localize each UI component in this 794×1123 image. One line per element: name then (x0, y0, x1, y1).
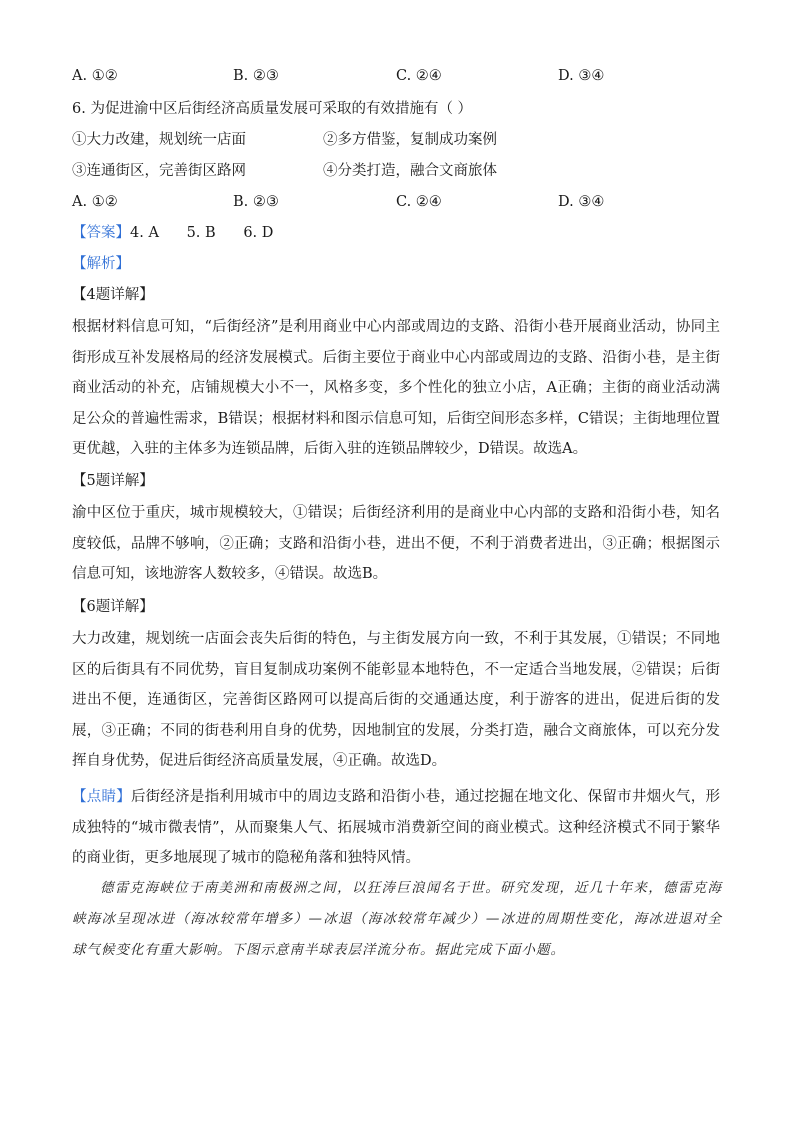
q6-option-d: D. ③④ (558, 194, 605, 210)
q6-item-2: ②多方借鉴，复制成功案例 (323, 132, 497, 148)
analysis-label: 【解析】 (72, 256, 130, 272)
q6-detail-text: 大力改建，规划统一店面会丧失后街的特色，与主街发展方向一致，不利于其发展，①错误；不同地区的后街具有不同优势，盲目复制成功案例不能彰显本地特色，不一定适合当地发展，②错误；后街进出不便，连通街区，完善街区路网可以提高后街的交通通达度，利于游客的进出，促进后街的发展，③正确；不同的街巷利用自身的优势，因地制宜的发展，分类打造，融合文商旅体，可以充分发挥自身优势，促进后街经济高质量发展，④正确。故选D。 (72, 631, 720, 770)
q5-option-a: A. ①② (72, 68, 118, 84)
answer-text: 4. A 5. B 6. D (130, 225, 274, 241)
q5-option-c: C. ②④ (396, 68, 442, 84)
answer-label: 【答案】 (72, 225, 130, 241)
q6-option-a: A. ①② (72, 194, 118, 210)
q6-stem: 6. 为促进渝中区后街经济高质量发展可采取的有效措施有（ ） (72, 101, 473, 117)
note-paragraph (72, 782, 720, 874)
reading-passage: 德雷克海峡位于南美洲和南极洲之间，以狂涛巨浪闻名于世。研究发现，近几十年来，德雷克海峡海冰呈现冰进（海冰较常年增多）—冰退（海冰较常年减少）—冰进的周期性变化，海冰进退对全球气候变化有重大影响。下图示意南半球表层洋流分布。据此完成下面小题。 (72, 880, 722, 958)
q6-item-3: ③连通街区，完善街区路网 (72, 163, 246, 179)
q5-option-d: D. ③④ (558, 68, 605, 84)
q6-item-1: ①大力改建，规划统一店面 (72, 132, 246, 148)
q6-option-c: C. ②④ (396, 194, 442, 210)
q5-option-b: B. ②③ (233, 68, 279, 84)
q5-heading: 【5题详解】 (72, 473, 154, 489)
q6-heading: 【6题详解】 (72, 599, 154, 615)
answer-line (72, 223, 273, 243)
q4-detail-text: 根据材料信息可知，“后街经济”是利用商业中心内部或周边的支路、沿街小巷开展商业活动，协同主街形成互补发展格局的经济发展模式。后街主要位于商业中心内部或周边的支路、沿街小巷，是主街商业活动的补充，店铺规模大小不一，风格多变，多个性化的独立小店，A正确；主街的商业活动满足公众的普遍性需求，B错误；根据材料和图示信息可知，后街空间形态多样，C错误；主街地理位置更优越，入驻的主体多为连锁品牌，后街入驻的连锁品牌较少，D错误。故选A。 (72, 319, 720, 458)
q4-heading: 【4题详解】 (72, 287, 154, 303)
note-label: 【点睛】 (72, 789, 131, 805)
note-text: 后街经济是指利用城市中的周边支路和沿街小巷，通过挖掘在地文化、保留市井烟火气，形成独特的“城市微表情”，从而聚集人气、拓展城市消费新空间的商业模式。这种经济模式不同于繁华的商业街，更多地展现了城市的隐秘角落和独特风情。 (72, 789, 721, 867)
q6-item-4: ④分类打造，融合文商旅体 (323, 163, 497, 179)
q5-detail-text: 渝中区位于重庆，城市规模较大，①错误；后街经济利用的是商业中心内部的支路和沿街小巷，知名度较低，品牌不够响，②正确；支路和沿街小巷，进出不便，不利于消费者进出，③正确；根据图示信息可知，该地游客人数较多，④错误。故选B。 (72, 505, 720, 583)
q6-option-b: B. ②③ (233, 194, 279, 210)
